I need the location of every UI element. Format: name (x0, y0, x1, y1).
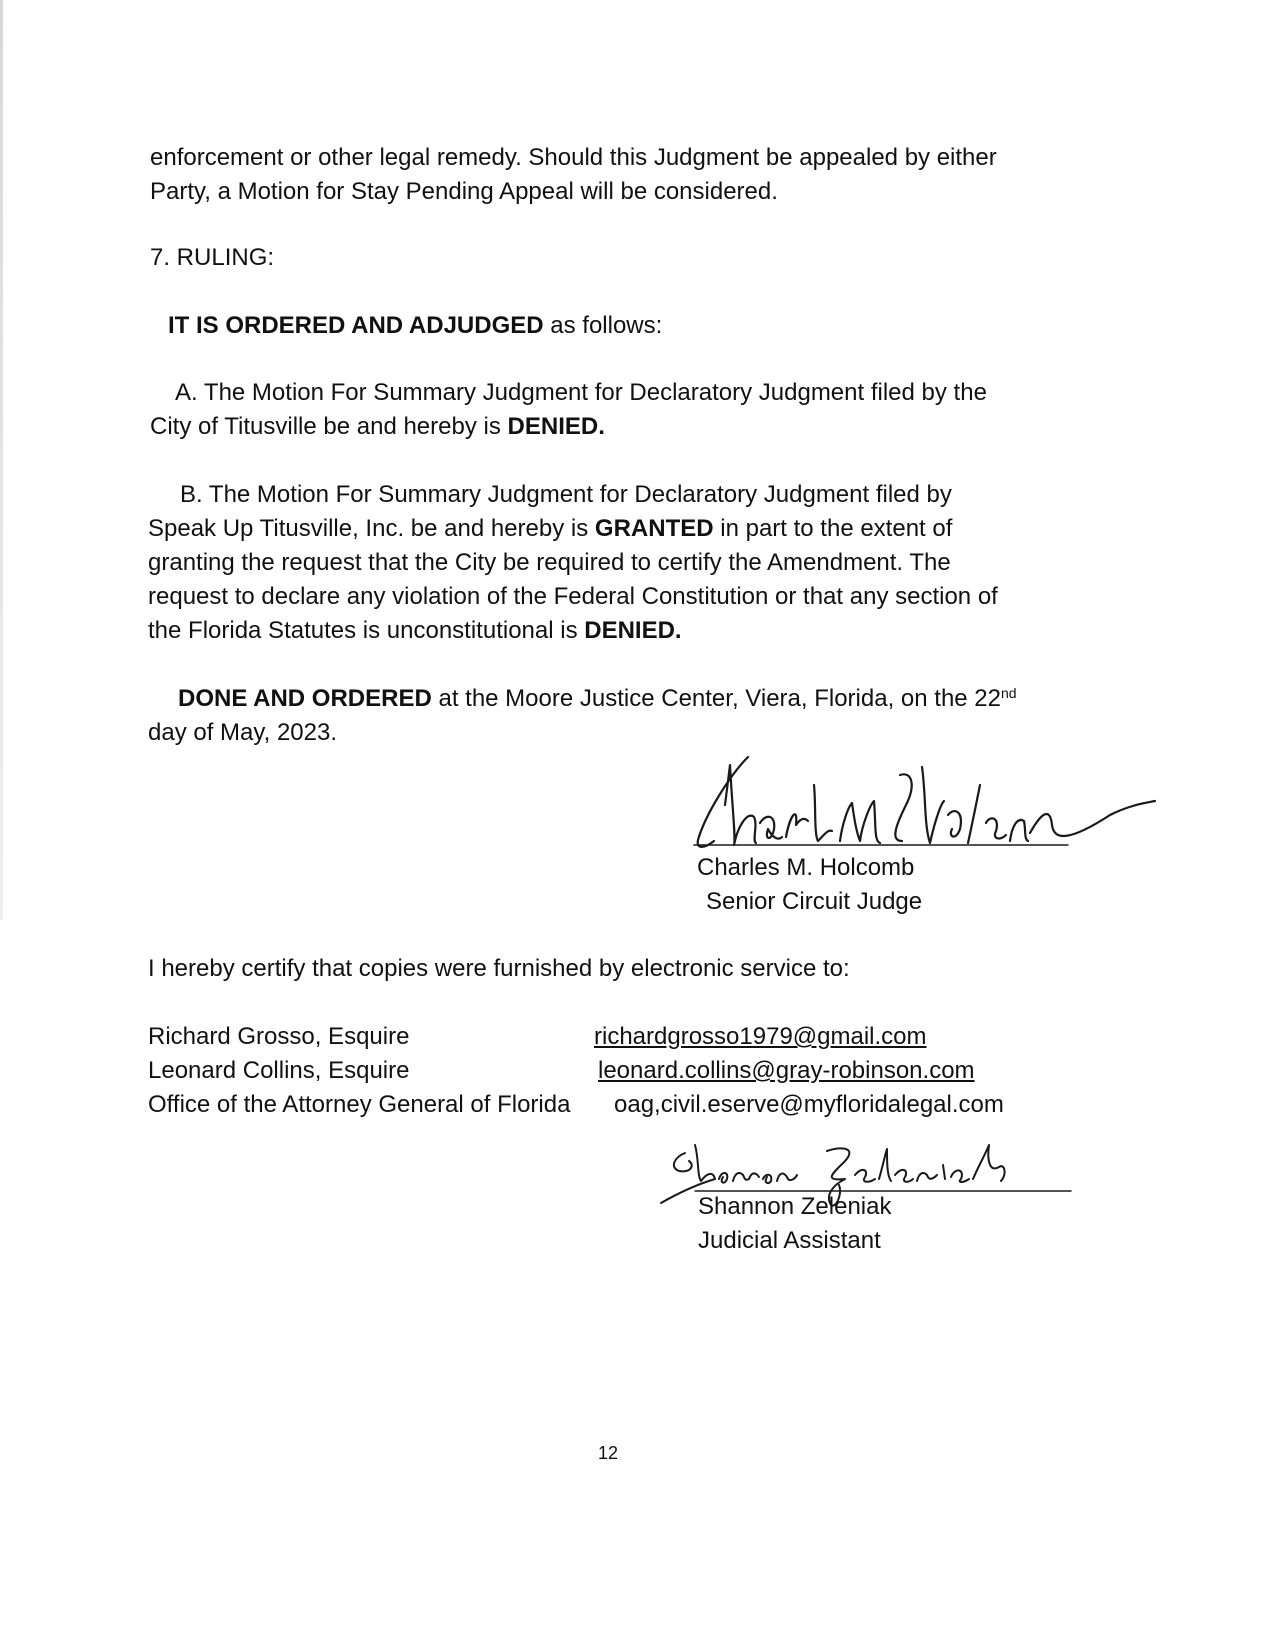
item-a-denied: DENIED. (507, 413, 605, 440)
item-b-granted: GRANTED (594, 515, 714, 542)
item-b-line-1: B. The Motion For Summary Judgment for Declaratory Judgment filed by (180, 481, 952, 508)
assistant-name: Shannon Zeleniak (698, 1193, 892, 1220)
assistant-title: Judicial Assistant (698, 1227, 881, 1254)
ruling-heading: 7. RULING: (150, 244, 275, 271)
judge-name: Charles M. Holcomb (697, 854, 915, 881)
service-name-2: Leonard Collins, Esquire (148, 1057, 410, 1084)
judge-signature (690, 745, 1160, 855)
service-name-1: Richard Grosso, Esquire (148, 1023, 410, 1050)
item-a-line-2 (150, 410, 605, 444)
service-email-1: richardgrosso1979@gmail.com (594, 1023, 927, 1050)
done-bold: DONE AND ORDERED (178, 685, 432, 712)
judge-title: Senior Circuit Judge (706, 888, 923, 915)
item-b-line-5-pre: the Florida Statutes is unconstitutional is (148, 617, 585, 644)
done-line-1 (178, 682, 1017, 716)
item-a-line-2-text: City of Titusville be and hereby is (150, 413, 508, 440)
item-a-line-1: A. The Motion For Summary Judgment for Declaratory Judgment filed by the (175, 379, 987, 406)
done-line-2: day of May, 2023. (148, 719, 337, 746)
done-rest: at the Moore Justice Center, Viera, Florida, on the 22 (431, 685, 1001, 712)
item-b-line-2 (148, 512, 952, 546)
service-email-2: leonard.collins@gray-robinson.com (598, 1057, 975, 1084)
certificate-of-service: I hereby certify that copies were furnished by electronic service to: (148, 955, 850, 982)
done-ordinal: nd (1001, 685, 1017, 701)
item-b-denied: DENIED. (584, 617, 682, 644)
item-b-line-2-post: in part to the extent of (713, 515, 953, 542)
continuation-line-2: Party, a Motion for Stay Pending Appeal will be considered. (150, 178, 778, 205)
ordered-bold: IT IS ORDERED AND ADJUDGED (168, 312, 544, 339)
item-b-line-5 (148, 614, 682, 648)
item-b-line-2-pre: Speak Up Titusville, Inc. be and hereby is (148, 515, 595, 542)
ordered-line (168, 309, 662, 343)
service-email-3: oag,civil.eserve@myfloridalegal.com (614, 1091, 1004, 1118)
continuation-line-1: enforcement or other legal remedy. Should this Judgment be appealed by either (150, 144, 997, 171)
item-b-line-4: request to declare any violation of the Federal Constitution or that any section of (148, 583, 998, 610)
ordered-rest: as follows: (543, 312, 663, 339)
item-b-line-3: granting the request that the City be required to certify the Amendment. The (148, 549, 951, 576)
page-number: 12 (598, 1443, 619, 1463)
service-name-3: Office of the Attorney General of Florida (148, 1091, 571, 1118)
